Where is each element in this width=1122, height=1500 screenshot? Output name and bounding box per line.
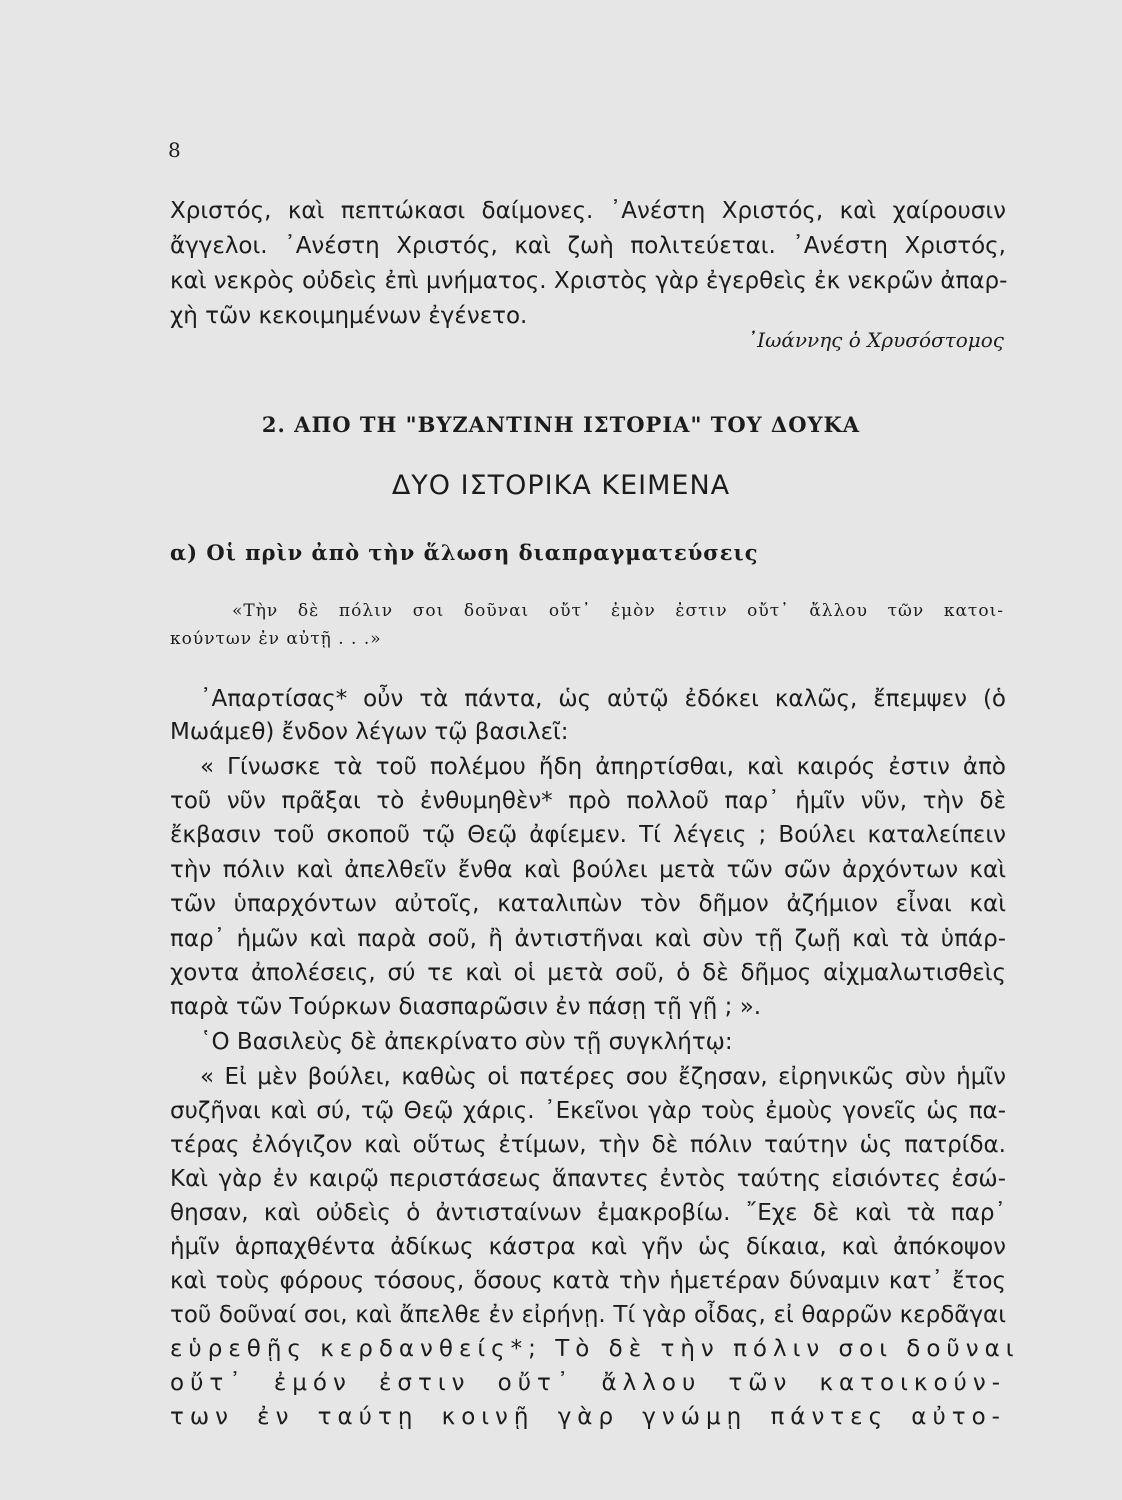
text-line: καὶ τοὺς φόρους τόσους, ὅσους κατὰ τὴν ἡμετέραν δύναμιν κατ᾽ ἔτος [170,1268,1006,1294]
text-line: χοντα ἀπολέσεις, σύ τε καὶ οἱ μετὰ σοῦ, ὁ δὲ δῆμος αἰχμαλωτισθεὶς [170,960,1006,986]
quote-line: «Τὴν δὲ πόλιν σοι δοῦναι οὔτ᾽ ἐμὸν ἐστιν οὔτ᾽ ἄλλου τῶν κατοι- [232,601,1004,621]
chapter-subheading: ΔΥΟ ΙΣΤΟΡΙΚΑ ΚΕΙΜΕΝΑ [391,470,731,501]
text-line: τέρας ἐλόγιζον καὶ οὕτως ἐτίμων, τὴν δὲ πόλιν ταύτην ὡς πατρίδα. [170,1132,1006,1158]
text-line: των ἐν ταύτῃ κοινῇ γὰρ γνώμῃ πάντες αὐτο- [170,1404,1006,1430]
text-line: συζῆναι καὶ σύ, τῷ Θεῷ χάρις. ᾽Εκεῖνοι γὰρ τοὺς ἐμοὺς γονεῖς ὡς πα- [170,1098,1006,1124]
quote-line: κούντων ἐν αὐτῇ . . .» [170,629,382,649]
text-line: ἡμῖν ἁρπαχθέντα ἀδίκως κάστρα καὶ γῆν ὡς δίκαια, καὶ ἀπόκοψον [170,1234,1006,1260]
text-line: ᾽Απαρτίσας* οὖν τὰ πάντα, ὡς αὐτῷ ἐδόκει καλῶς, ἔπεμψεν (ὁ [200,686,1006,712]
text-line: εὑρεθῇς κερδανθείς*; Τὸ δὲ τὴν πόλιν σοι δοῦναι [170,1336,1020,1362]
text-line: καὶ νεκρὸς οὐδεὶς ἐπὶ μνήματος. Χριστὸς γὰρ ἐγερθεὶς ἐκ νεκρῶν ἀπαρ- [170,268,1008,294]
author-attribution: ᾽Ιωάννης ὁ Χρυσόστομος [747,328,1004,352]
text-line: ἔκβασιν τοῦ σκοποῦ τῷ Θεῷ ἀφίεμεν. Τί λέγεις ; Βούλει καταλείπειν [170,822,1006,848]
text-line: τῶν ὑπαρχόντων αὐτοῖς, καταλιπὼν τὸν δῆμον ἀζήμιον εἶναι καὶ [170,891,1006,917]
text-line: Μωάμεθ) ἔνδον λέγων τῷ βασιλεῖ: [170,719,569,745]
section-title: α) Οἱ πρὶν ἀπὸ τὴν ἅλωση διαπραγματεύσεις [170,540,759,565]
text-line: ἄγγελοι. ᾽Ανέστη Χριστός, καὶ ζωὴ πολιτεύεται. ᾽Ανέστη Χριστός, [170,233,1006,259]
text-line: τοῦ δοῦναί σοι, καὶ ἄπελθε ἐν εἰρήνῃ. Τί γὰρ οἶδας, εἰ θαρρῶν κερδᾶγαι [170,1302,1006,1328]
text-line: παρ᾽ ἡμῶν καὶ παρὰ σοῦ, ἢ ἀντιστῆναι καὶ σὺν τῇ ζωῇ καὶ τὰ ὑπάρ- [170,926,1006,952]
text-line: τὴν πόλιν καὶ ἀπελθεῖν ἔνθα καὶ βούλει μετὰ τῶν σῶν ἀρχόντων καὶ [170,857,1006,883]
text-line: Χριστός, καὶ πεπτώκασι δαίμονες. ᾽Ανέστη Χριστός, καὶ χαίρουσιν [170,198,1006,224]
text-line: παρὰ τῶν Τούρκων διασπαρῶσιν ἐν πάσῃ τῇ γῇ ; ». [170,994,762,1020]
text-line: « Γίνωσκε τὰ τοῦ πολέμου ἤδη ἀπηρτίσθαι, καὶ καιρός ἐστιν ἀπὸ [200,754,1006,780]
text-line: οὔτ᾽ ἐμόν ἐστιν οὔτ᾽ ἄλλου τῶν κατοικούν- [170,1370,1006,1396]
text-line: Καὶ γὰρ ἐν καιρῷ περιστάσεως ἅπαντες ἐντὸς ταύτης εἰσιόντες ἐσώ- [170,1166,1006,1192]
text-line: « Εἰ μὲν βούλει, καθὼς οἱ πατέρες σου ἔζησαν, εἰρηνικῶς σὺν ἡμῖν [200,1064,1006,1090]
chapter-heading: 2. ΑΠΟ ΤΗ "ΒΥΖΑΝΤΙΝΗ ΙΣΤΟΡΙΑ" ΤΟΥ ΔΟΥΚΑ [261,412,861,437]
text-line: θησαν, καὶ οὐδεὶς ὁ ἀντισταίνων ἐμακροβίω. ῎Εχε δὲ καὶ τὰ παρ᾽ [170,1200,1006,1226]
text-line: ῾Ο Βασιλεὺς δὲ ἀπεκρίνατο σὺν τῇ συγκλήτῳ: [200,1029,733,1055]
text-line: τοῦ νῦν πρᾶξαι τὸ ἐνθυμηθὲν* πρὸ πολλοῦ παρ᾽ ἡμῖν νῦν, τὴν δὲ [170,788,1006,814]
text-line: χὴ τῶν κεκοιμημένων ἐγένετο. [170,303,528,329]
page-number: 8 [168,138,181,162]
